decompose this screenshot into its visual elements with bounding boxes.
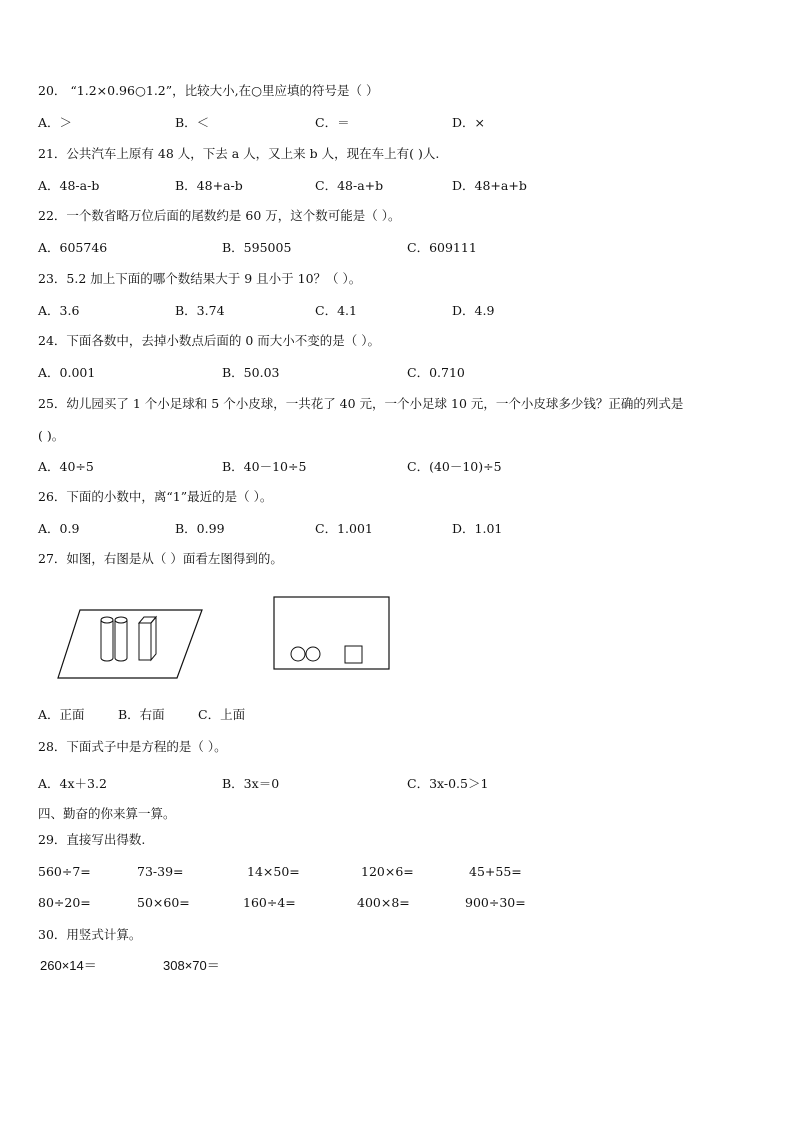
q22-option-c[interactable]: C．609111: [407, 240, 477, 255]
question-22-text: 22．一个数省略万位后面的尾数约是 60 万，这个数可能是（ ）。: [38, 208, 401, 223]
section-4-title: 四、勤奋的你来算一算。: [38, 806, 176, 821]
calc-item: 14×50=: [247, 864, 300, 879]
q22-option-a[interactable]: A．605746: [38, 240, 108, 255]
q27-option-a[interactable]: A．正面: [38, 707, 85, 722]
question-29-text: 29．直接写出得数.: [38, 832, 146, 847]
q24-option-b[interactable]: B．50.03: [222, 365, 280, 380]
q26-option-b[interactable]: B．0.99: [175, 521, 225, 536]
q24-option-a[interactable]: A．0.001: [38, 365, 96, 380]
question-25-text: 25．幼儿园买了 1 个小足球和 5 个小皮球，一共花了 40 元，一个小足球 10 元，一个小皮球多少钱？正确的列式是: [38, 396, 684, 411]
q23-option-b[interactable]: B．3.74: [175, 303, 225, 318]
q20-option-b[interactable]: B．＜: [175, 115, 210, 130]
q23-option-c[interactable]: C．4.1: [315, 303, 357, 318]
calc-item: 80÷20=: [38, 895, 91, 910]
question-20-text: 20． “1.2×0.96○1.2”，比较大小,在○里应填的符号是（ ）: [38, 83, 379, 98]
calc-item: 120×6=: [361, 864, 414, 879]
q28-option-a[interactable]: A．4x＋3.2: [38, 776, 107, 791]
vertical-calc-item: 308×70＝: [163, 958, 220, 973]
q26-option-d[interactable]: D．1.01: [452, 521, 503, 536]
q27-option-b[interactable]: B．右面: [118, 707, 165, 722]
calc-item: 50×60=: [137, 895, 190, 910]
question-30-text: 30．用竖式计算。: [38, 927, 142, 942]
calc-item: 160÷4=: [243, 895, 296, 910]
vertical-calc-item: 260×14＝: [40, 958, 97, 973]
question-27-text: 27．如图，右图是从（ ）面看左图得到的。: [38, 551, 283, 566]
calc-item: 900÷30=: [465, 895, 526, 910]
q26-option-a[interactable]: A．0.9: [38, 521, 80, 536]
question-28-text: 28．下面式子中是方程的是（ ）。: [38, 739, 227, 754]
q21-option-b[interactable]: B．48+a-b: [175, 178, 243, 193]
question-25-text-cont: ( )。: [38, 428, 65, 443]
calc-item: 73-39=: [137, 864, 184, 879]
q24-option-c[interactable]: C．0.710: [407, 365, 465, 380]
question-21-text: 21．公共汽车上原有 48 人，下去 a 人，又上来 b 人，现在车上有( )人.: [38, 146, 440, 161]
q20-option-d[interactable]: D．×: [452, 115, 485, 130]
q21-option-a[interactable]: A．48-a-b: [38, 178, 100, 193]
q28-option-c[interactable]: C．3x-0.5＞1: [407, 776, 489, 791]
left-figure-3d-view: [58, 610, 202, 678]
q25-option-a[interactable]: A．40÷5: [38, 459, 94, 474]
q22-option-b[interactable]: B．595005: [222, 240, 292, 255]
q27-figure: [55, 588, 400, 683]
q25-option-b[interactable]: B．40－10÷5: [222, 459, 307, 474]
q23-option-a[interactable]: A．3.6: [38, 303, 80, 318]
q21-option-c[interactable]: C．48-a+b: [315, 178, 384, 193]
q20-option-c[interactable]: C．＝: [315, 115, 350, 130]
question-24-text: 24．下面各数中，去掉小数点后面的 0 而大小不变的是（ ）。: [38, 333, 381, 348]
right-figure-view: [274, 597, 389, 669]
question-26-text: 26．下面的小数中，离“1”最近的是（ ）。: [38, 489, 273, 504]
q25-option-c[interactable]: C．(40－10)÷5: [407, 459, 502, 474]
calc-item: 400×8=: [357, 895, 410, 910]
calc-item: 45+55=: [469, 864, 522, 879]
calc-item: 560÷7=: [38, 864, 91, 879]
q26-option-c[interactable]: C．1.001: [315, 521, 373, 536]
q28-option-b[interactable]: B．3x＝0: [222, 776, 280, 791]
q21-option-d[interactable]: D．48+a+b: [452, 178, 527, 193]
question-23-text: 23．5.2 加上下面的哪个数结果大于 9 且小于 10？（ ）。: [38, 271, 362, 286]
q20-option-a[interactable]: A．＞: [38, 115, 73, 130]
q23-option-d[interactable]: D．4.9: [452, 303, 495, 318]
q27-option-c[interactable]: C．上面: [198, 707, 246, 722]
